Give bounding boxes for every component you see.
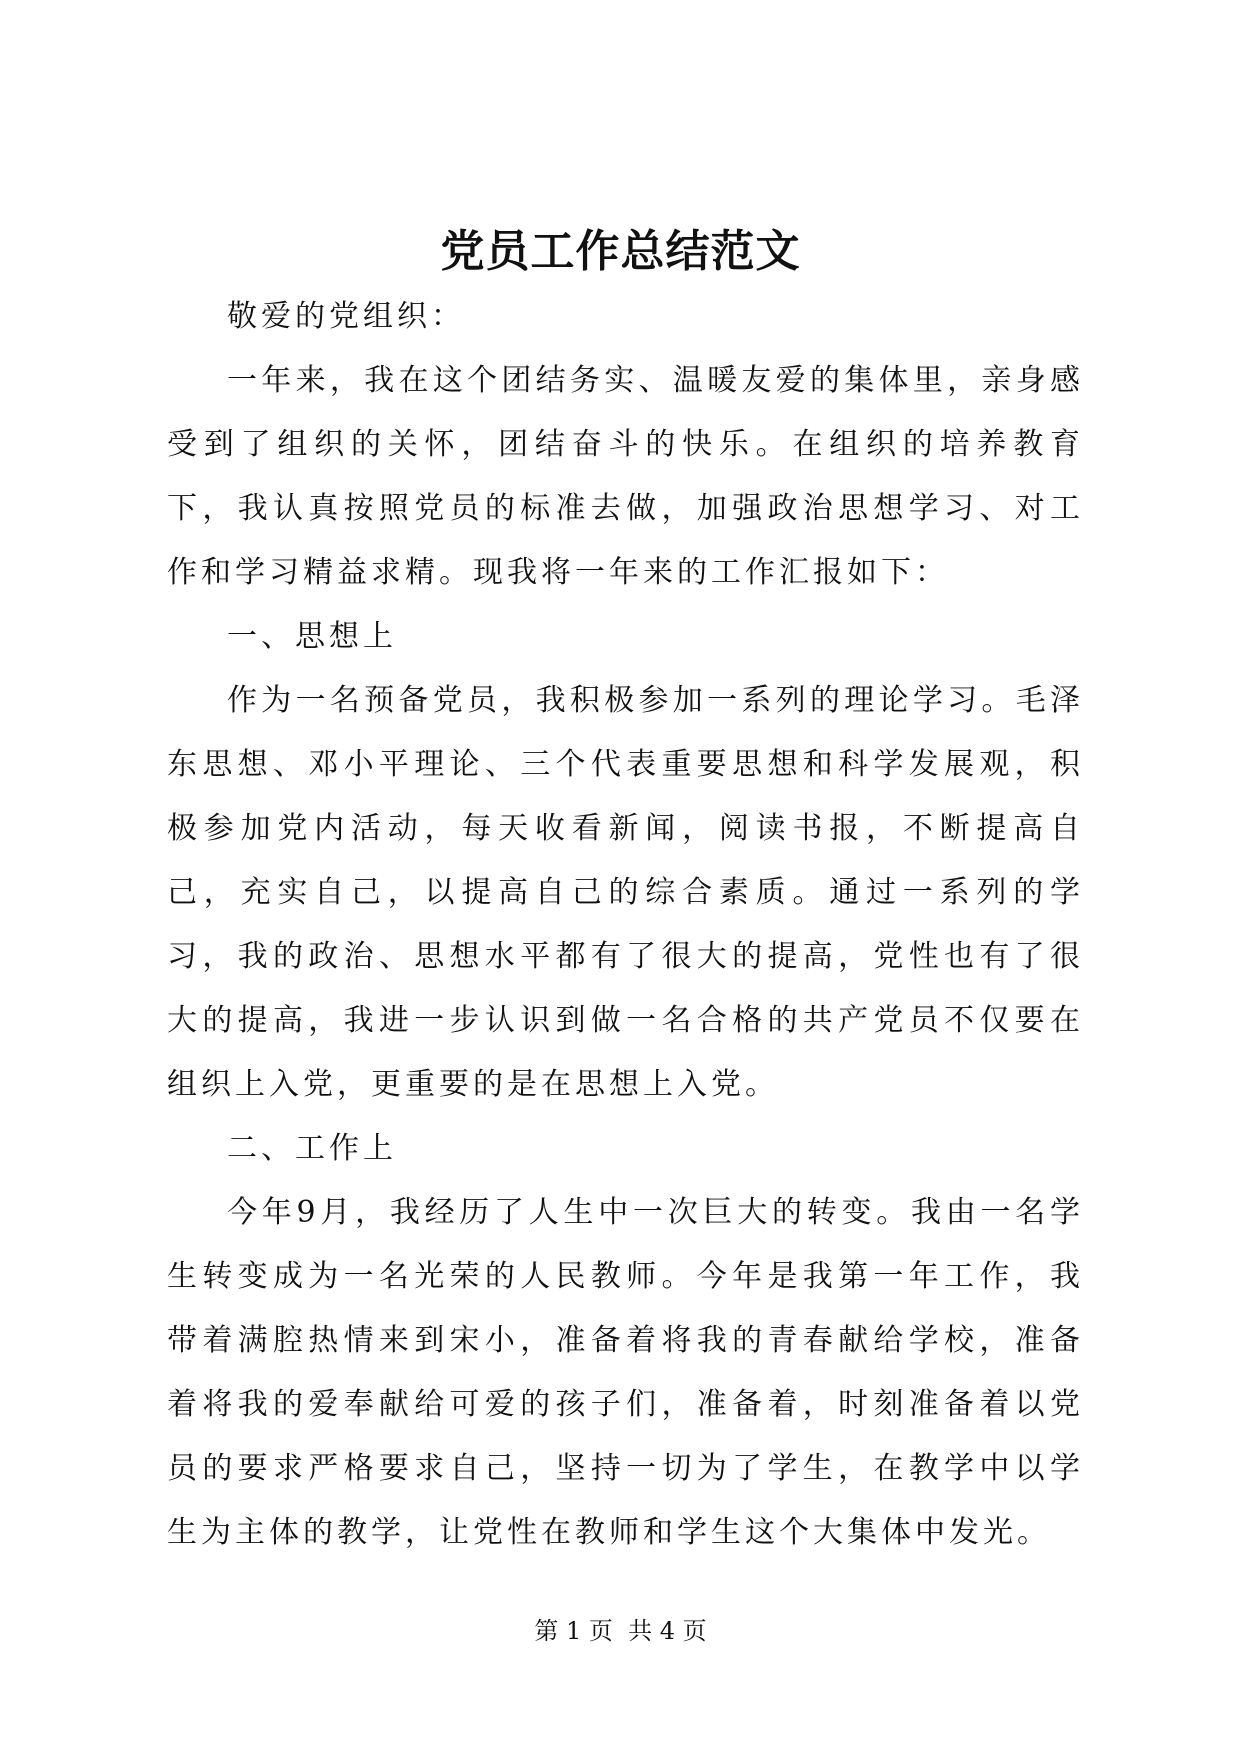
section-heading-thought: 一、思想上	[227, 619, 397, 654]
paragraph-intro: 一年来，我在这个团结务实、温暖友爱的集体里，亲身感受到了组织的关怀，团结奋斗的快乐。在组织的培养教育下，我认真按照党员的标准去做，加强政治思想学习、对工作和学习精益求精。现我将一年来的工作汇报如下：	[167, 363, 1084, 590]
document-body	[167, 285, 1084, 1565]
page-number: 第 1 页 共 4 页	[534, 1617, 707, 1645]
salutation: 敬爱的党组织：	[227, 299, 465, 334]
document-title: 党员工作总结范文	[440, 226, 801, 277]
paragraph-work: 今年9月，我经历了人生中一次巨大的转变。我由一名学生转变成为一名光荣的人民教师。今年是我第一年工作，我带着满腔热情来到宋小，准备着将我的青春献给学校，准备着将我的爱奉献给可爱的孩子们，准备着，时刻准备着以党员的要求严格要求自己，坚持一切为了学生，在教学中以学生为主体的教学，让党性在教师和学生这个大集体中发光。	[167, 1195, 1084, 1550]
paragraph-thought: 作为一名预备党员，我积极参加一系列的理论学习。毛泽东思想、邓小平理论、三个代表重要思想和科学发展观，积极参加党内活动，每天收看新闻，阅读书报，不断提高自己，充实自己，以提高自己的综合素质。通过一系列的学习，我的政治、思想水平都有了很大的提高，党性也有了很大的提高，我进一步认识到做一名合格的共产党员不仅要在组织上入党，更重要的是在思想上入党。	[167, 683, 1084, 1102]
section-heading-work: 二、工作上	[227, 1131, 397, 1166]
page-footer	[0, 1615, 1241, 1647]
